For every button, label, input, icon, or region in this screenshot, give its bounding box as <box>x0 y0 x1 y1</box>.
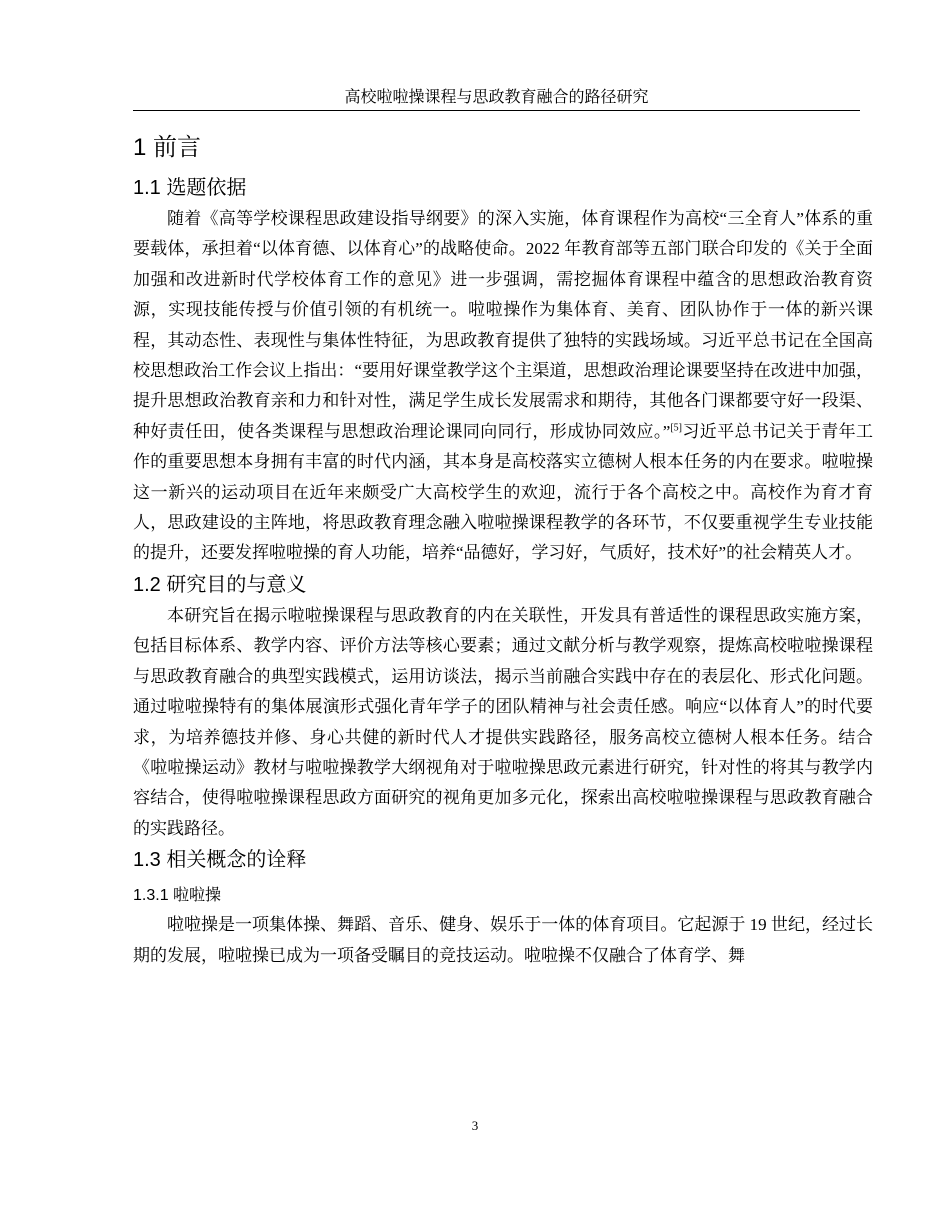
section-1-1-paragraph <box>133 204 873 569</box>
paragraph-text-part2: 习近平总书记关于青年工作的重要思想本身拥有丰富的时代内涵，其本身是高校落实立德树人根本任务的内在要求。啦啦操这一新兴的运动项目在近年来颇受广大高校学生的欢迎，流行于各个高校之中。高校作为育才育人，思政建设的主阵地，将思政教育理念融入啦啦操课程教学的各环节，不仅要重视学生专业技能的提升，还要发挥啦啦操的育人功能，培养“品德好，学习好，气质好，技术好”的社会精英人才。 <box>133 421 874 563</box>
section-1-2-paragraph: 本研究旨在揭示啦啦操课程与思政教育的内在关联性，开发具有普适性的课程思政实施方案，包括目标体系、教学内容、评价方法等核心要素；通过文献分析与教学观察，提炼高校啦啦操课程与思政教育融合的典型实践模式，运用访谈法，揭示当前融合实践中存在的表层化、形式化问题。通过啦啦操特有的集体展演形式强化青年学子的团队精神与社会责任感。响应“以体育人”的时代要求，为培养德技并修、身心共健的新时代人才提供实践路径，服务高校立德树人根本任务。结合《啦啦操运动》教材与啦啦操教学大纲视角对于啦啦操思政元素进行研究，针对性的将其与教学内容结合，使得啦啦操课程思政方面研究的视角更加多元化，探索出高校啦啦操课程与思政教育融合的实践路径。 <box>133 605 873 838</box>
running-header: 高校啦啦操课程与思政教育融合的路径研究 <box>133 88 860 111</box>
section-1-3-heading: 1.3 相关概念的诠释 <box>133 849 307 872</box>
paragraph-text-part1: 随着《高等学校课程思政建设指导纲要》的深入实施，体育课程作为高校“三全育人”体系的重要载体，承担着“以体育德、以体育心”的战略使命。2022 年教育部等五部门联合印发的《关于全面加强和改进新时代学校体育工作的意见》进一步强调，需挖掘体育课程中蕴含的思想政治教育资源，实现技能传授与价值引领的有机统一。啦啦操作为集体育、美育、团队协作于一体的新兴课程，其动态性、表现性与集体性特征，为思政教育提供了独特的实践场域。习近平总书记在全国高校思想政治工作会议上指出：“要用好课堂教学这个主渠道，思想政治理论课要坚持在改进中加强，提升思想政治教育亲和力和针对性，满足学生成长发展需求和期待，其他各门课都要守好一段渠、种好责任田，使各类课程与思想政治理论课同向同行，形成协同效应。” <box>133 209 873 441</box>
section-1-2-heading: 1.2 研究目的与意义 <box>133 573 307 596</box>
section-1-3-1-paragraph: 啦啦操是一项集体操、舞蹈、音乐、健身、娱乐于一体的体育项目。它起源于 19 世纪，经过长期的发展，啦啦操已成为一项备受瞩目的竞技运动。啦啦操不仅融合了体育学、舞 <box>133 915 873 965</box>
section-1-1-heading: 1.1 选题依据 <box>133 177 247 199</box>
section-1-3-1-heading: 1.3.1 啦啦操 <box>133 887 222 905</box>
page-number: 3 <box>471 1118 479 1133</box>
citation-marker: [5] <box>670 422 682 434</box>
page-content <box>133 130 873 971</box>
section-1-heading: 1 前言 <box>133 134 202 161</box>
